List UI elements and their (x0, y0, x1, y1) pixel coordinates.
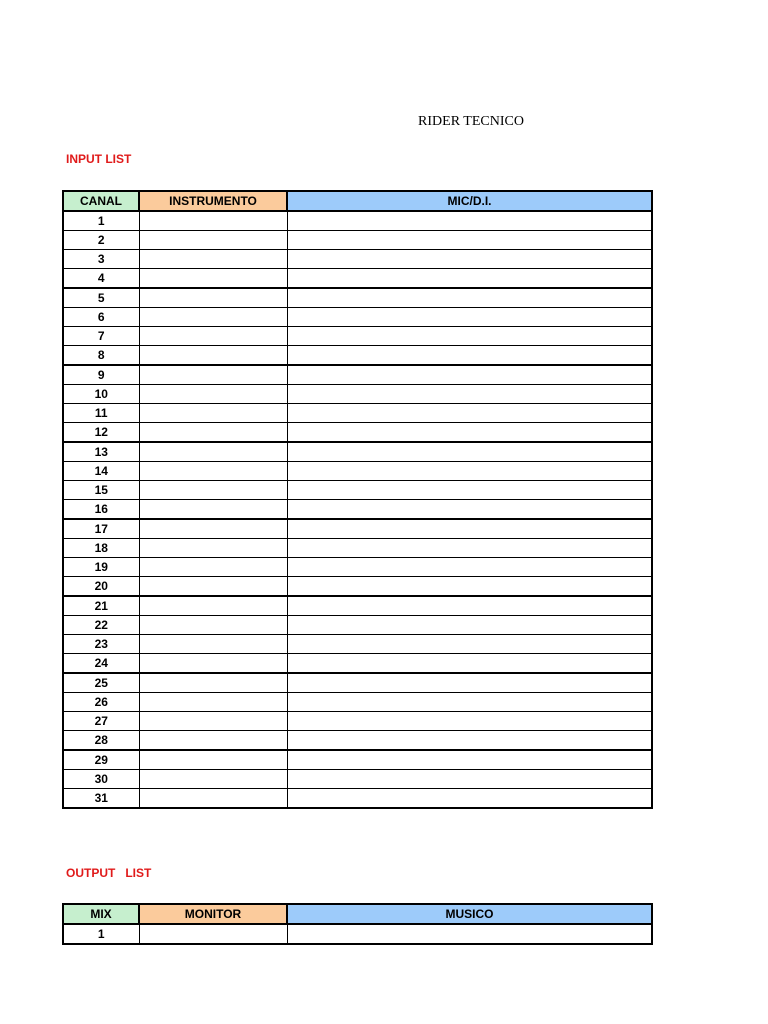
input-row-cell[interactable] (287, 231, 652, 250)
input-row-cell[interactable] (287, 327, 652, 346)
input-table-row (63, 731, 652, 751)
input-row-cell[interactable] (139, 404, 287, 423)
input-row-number: 8 (63, 346, 139, 366)
input-row-cell[interactable] (139, 500, 287, 520)
input-row-number: 13 (63, 442, 139, 462)
input-list-table (62, 190, 653, 809)
input-row-cell[interactable] (139, 616, 287, 635)
input-row-cell[interactable] (287, 673, 652, 693)
input-row-cell[interactable] (287, 519, 652, 539)
input-row-cell[interactable] (139, 365, 287, 385)
input-row-number: 22 (63, 616, 139, 635)
input-row-cell[interactable] (287, 308, 652, 327)
input-table-row (63, 327, 652, 346)
input-row-number: 6 (63, 308, 139, 327)
input-row-cell[interactable] (139, 327, 287, 346)
input-row-cell[interactable] (139, 750, 287, 770)
input-row-cell[interactable] (287, 365, 652, 385)
input-table-row (63, 442, 652, 462)
output-list-table (62, 903, 653, 945)
input-table-row (63, 423, 652, 443)
input-row-cell[interactable] (139, 789, 287, 809)
input-row-number: 28 (63, 731, 139, 751)
input-row-cell[interactable] (287, 423, 652, 443)
input-table-row (63, 500, 652, 520)
input-row-cell[interactable] (287, 654, 652, 674)
input-row-cell[interactable] (287, 385, 652, 404)
input-row-number: 25 (63, 673, 139, 693)
input-table-row (63, 269, 652, 289)
input-row-cell[interactable] (139, 712, 287, 731)
input-row-cell[interactable] (287, 558, 652, 577)
input-table-row (63, 365, 652, 385)
input-table-row (63, 616, 652, 635)
input-row-cell[interactable] (287, 211, 652, 231)
input-table-row (63, 654, 652, 674)
input-row-number: 16 (63, 500, 139, 520)
input-row-number: 1 (63, 211, 139, 231)
input-row-cell[interactable] (139, 693, 287, 712)
output-row-number: 1 (63, 924, 139, 944)
input-row-cell[interactable] (287, 500, 652, 520)
input-row-number: 18 (63, 539, 139, 558)
input-row-cell[interactable] (139, 288, 287, 308)
header-monitor: MONITOR (139, 904, 287, 924)
input-table-row (63, 539, 652, 558)
input-row-number: 9 (63, 365, 139, 385)
input-row-cell[interactable] (139, 596, 287, 616)
input-table-row (63, 712, 652, 731)
input-row-cell[interactable] (139, 770, 287, 789)
input-table-row (63, 750, 652, 770)
input-row-cell[interactable] (287, 770, 652, 789)
input-row-cell[interactable] (287, 616, 652, 635)
header-mic-di: MIC/D.I. (287, 191, 652, 211)
input-row-number: 14 (63, 462, 139, 481)
input-table-row (63, 770, 652, 789)
input-table-row (63, 404, 652, 423)
header-instrumento: INSTRUMENTO (139, 191, 287, 211)
input-row-cell[interactable] (139, 539, 287, 558)
input-row-cell[interactable] (287, 712, 652, 731)
input-row-number: 31 (63, 789, 139, 809)
input-row-cell[interactable] (287, 750, 652, 770)
input-row-cell[interactable] (287, 731, 652, 751)
input-row-cell[interactable] (139, 308, 287, 327)
input-table-row (63, 558, 652, 577)
output-table-header-row (63, 904, 652, 924)
input-row-cell[interactable] (287, 635, 652, 654)
header-musico: MUSICO (287, 904, 652, 924)
input-table-row (63, 385, 652, 404)
input-row-cell[interactable] (139, 346, 287, 366)
input-row-number: 5 (63, 288, 139, 308)
input-table-row (63, 250, 652, 269)
input-table-row (63, 481, 652, 500)
input-table-row (63, 693, 652, 712)
input-row-number: 24 (63, 654, 139, 674)
input-table-row (63, 346, 652, 366)
input-row-number: 27 (63, 712, 139, 731)
input-row-cell[interactable] (139, 519, 287, 539)
input-row-number: 29 (63, 750, 139, 770)
input-row-cell[interactable] (139, 442, 287, 462)
input-table-header-row (63, 191, 652, 211)
input-row-cell[interactable] (139, 385, 287, 404)
input-row-cell[interactable] (139, 423, 287, 443)
input-row-cell[interactable] (139, 462, 287, 481)
input-row-cell[interactable] (287, 596, 652, 616)
input-row-cell[interactable] (287, 481, 652, 500)
input-row-cell[interactable] (139, 231, 287, 250)
input-table-row (63, 462, 652, 481)
input-table-row (63, 789, 652, 809)
input-row-cell[interactable] (139, 635, 287, 654)
input-row-cell[interactable] (287, 462, 652, 481)
input-row-cell[interactable] (287, 789, 652, 809)
input-row-number: 26 (63, 693, 139, 712)
header-canal: CANAL (63, 191, 139, 211)
input-row-cell[interactable] (287, 577, 652, 597)
output-list-label: OUTPUT LIST (66, 866, 152, 880)
input-row-cell[interactable] (287, 288, 652, 308)
input-table-row (63, 288, 652, 308)
input-row-number: 4 (63, 269, 139, 289)
input-row-cell[interactable] (139, 673, 287, 693)
input-row-number: 12 (63, 423, 139, 443)
document-title: RIDER TECNICO (418, 114, 524, 129)
output-table-row (63, 924, 652, 944)
input-table-row (63, 211, 652, 231)
input-row-number: 2 (63, 231, 139, 250)
input-row-number: 10 (63, 385, 139, 404)
input-table-row (63, 519, 652, 539)
input-table-row (63, 596, 652, 616)
input-row-cell[interactable] (139, 731, 287, 751)
input-row-cell[interactable] (139, 558, 287, 577)
input-row-cell[interactable] (139, 654, 287, 674)
input-row-cell[interactable] (287, 539, 652, 558)
input-row-number: 17 (63, 519, 139, 539)
output-row-cell[interactable] (139, 924, 287, 944)
input-row-cell[interactable] (139, 269, 287, 289)
input-row-cell[interactable] (139, 577, 287, 597)
input-row-cell[interactable] (139, 211, 287, 231)
input-row-cell[interactable] (139, 250, 287, 269)
input-row-cell[interactable] (287, 442, 652, 462)
input-row-number: 23 (63, 635, 139, 654)
input-list-label: INPUT LIST (66, 152, 132, 166)
input-row-cell[interactable] (287, 346, 652, 366)
input-row-number: 20 (63, 577, 139, 597)
input-row-number: 7 (63, 327, 139, 346)
input-row-cell[interactable] (287, 250, 652, 269)
input-row-number: 3 (63, 250, 139, 269)
output-row-cell[interactable] (287, 924, 652, 944)
input-table-row (63, 577, 652, 597)
input-row-cell[interactable] (287, 693, 652, 712)
input-row-number: 19 (63, 558, 139, 577)
input-table-row (63, 231, 652, 250)
input-row-number: 11 (63, 404, 139, 423)
input-table-row (63, 308, 652, 327)
input-row-number: 21 (63, 596, 139, 616)
input-row-number: 30 (63, 770, 139, 789)
input-table-row (63, 635, 652, 654)
input-row-cell[interactable] (287, 404, 652, 423)
input-row-cell[interactable] (139, 481, 287, 500)
input-table-row (63, 673, 652, 693)
input-row-number: 15 (63, 481, 139, 500)
header-mix: MIX (63, 904, 139, 924)
input-row-cell[interactable] (287, 269, 652, 289)
